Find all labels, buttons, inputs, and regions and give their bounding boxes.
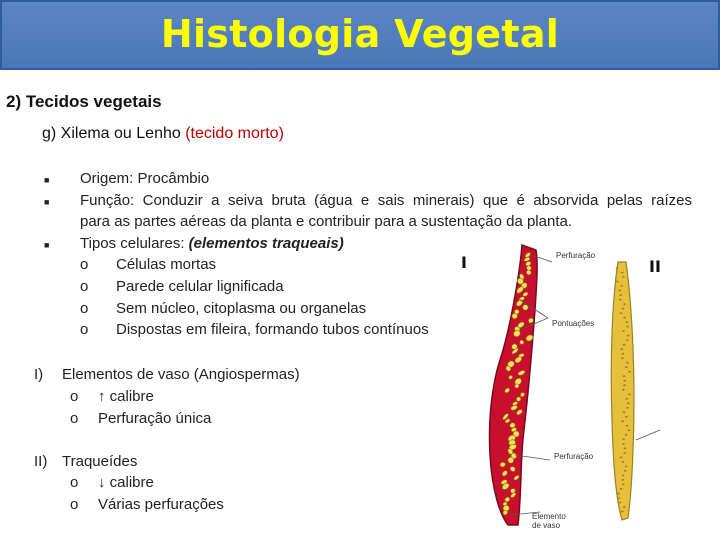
tracheid-pit [620, 312, 623, 314]
label-perfuracao-bottom: Perfuração [554, 452, 594, 461]
tracheid-pit [622, 475, 625, 477]
tracheid-pit [628, 371, 631, 373]
tracheid-pit [626, 326, 629, 328]
tracheid-pit [627, 402, 630, 404]
type-item-marker: o [70, 474, 79, 491]
type-item: Perfuração única [98, 410, 212, 427]
type-item-marker: o [70, 410, 79, 427]
tracheid-pit [628, 429, 631, 431]
type-item-marker: o [70, 388, 79, 405]
tracheid-pit [622, 389, 625, 391]
type-numeral: II) [34, 453, 48, 470]
tracheid-pit [623, 506, 626, 508]
type-name: Elementos de vaso (Angiospermas) [62, 366, 300, 383]
tracheid-pit [619, 299, 622, 301]
bullet-origem: Origem: Procâmbio [80, 170, 210, 187]
bullet-marker: ■ [44, 197, 50, 207]
type-item-marker: o [70, 496, 79, 513]
tracheid-pit [622, 308, 625, 310]
tracheid-pit [620, 348, 623, 350]
tracheid-pit [623, 380, 626, 382]
type-item: ↓ calibre [98, 474, 154, 491]
type-name: Traqueídes [62, 453, 138, 470]
tracheid-pit [627, 335, 630, 337]
tracheid-pit [622, 330, 625, 332]
vessel-element-shape [489, 245, 537, 525]
feature-marker: o [80, 256, 89, 273]
tracheid-pit [626, 407, 629, 409]
bullet-funcao-line1: Função: Conduzir a seiva bruta (água e sais minerais) que é absorvida pelas raízes [80, 192, 692, 209]
tracheid-pit [623, 317, 626, 319]
tracheid-pit [625, 434, 628, 436]
tracheid-pit [619, 290, 622, 292]
label-elemento-line2: de vaso [532, 521, 561, 530]
feature-item: Sem núcleo, citoplasma ou organelas [116, 300, 367, 317]
tracheid-pit [623, 384, 626, 386]
tracheid-pit [626, 321, 629, 323]
tracheid-pit [625, 466, 628, 468]
feature-marker: o [80, 321, 89, 338]
tracheid-pit [621, 357, 624, 359]
feature-item: Células mortas [116, 256, 217, 273]
bullet-marker: ■ [44, 175, 50, 185]
type-numeral: I) [34, 366, 44, 383]
feature-item: Dispostas em fileira, formando tubos contínuos [116, 321, 429, 338]
tracheid-pit [622, 479, 625, 481]
page-title: Histologia Vegetal [160, 12, 560, 56]
bullet-marker: ■ [44, 240, 50, 250]
subsection-highlight: (tecido morto) [185, 125, 284, 142]
tracheid-pit [622, 461, 625, 463]
label-perfuracao-top: Perfuração [556, 251, 596, 260]
tracheid-pit [616, 281, 619, 283]
label-elemento-line1: Elemento [532, 512, 566, 521]
tracheid-pit [626, 425, 629, 427]
tracheid-pit [622, 353, 625, 355]
tracheid-pit [628, 393, 631, 395]
tracheid-pit [624, 448, 627, 450]
tracheid-pit [619, 294, 622, 296]
tracheid-pit [616, 267, 619, 269]
up-arrow-icon: ↑ [98, 388, 106, 405]
tracheid-pit [626, 362, 629, 364]
tracheid-pit [621, 511, 624, 513]
feature-marker: o [80, 278, 89, 295]
figure-label-II: II [649, 257, 661, 276]
down-arrow-icon: ↓ [98, 474, 106, 491]
tipos-prefix: Tipos celulares: [80, 235, 189, 252]
tracheid-pit [623, 303, 626, 305]
tracheid-pit [621, 272, 624, 274]
tracheid-pit [620, 285, 623, 287]
section-title: 2) Tecidos vegetais [6, 92, 162, 111]
leader-line [636, 430, 660, 440]
tracheid-pit [621, 420, 624, 422]
tracheid-pit [625, 366, 628, 368]
tracheid-pit [626, 398, 629, 400]
tracheid-pit [625, 416, 628, 418]
tracheid-pit [622, 484, 625, 486]
tracheid-pit [623, 344, 626, 346]
tracheid-pit [617, 493, 620, 495]
tracheid-pit [622, 443, 625, 445]
figure-label-I: I [461, 253, 467, 272]
tracheid-shape [611, 262, 634, 520]
type-item: ↑ calibre [98, 388, 154, 405]
subsection-prefix: g) Xilema ou Lenho [42, 125, 186, 142]
tracheid-pit [622, 276, 625, 278]
tracheid-pit [617, 497, 620, 499]
tipos-emphasis: (elementos traqueais) [188, 235, 344, 252]
tracheid-pit [620, 457, 623, 459]
type-item: Várias perfurações [98, 496, 224, 513]
tracheid-pit [623, 375, 626, 377]
tracheid-pit [623, 411, 626, 413]
label-pontuacoes: Pontuações [552, 319, 595, 328]
tracheid-pit [626, 339, 629, 341]
tracheid-pit [623, 452, 626, 454]
feature-marker: o [80, 300, 89, 317]
feature-item: Parede celular lignificada [116, 278, 284, 295]
tracheid-pit [624, 470, 627, 472]
tracheid-pit [622, 438, 625, 440]
tracheid-pit [619, 502, 622, 504]
bullet-funcao-line2: para as partes aéreas da planta e contribuir para a sustentação da planta. [80, 213, 572, 230]
tracheid-pit [620, 488, 623, 490]
